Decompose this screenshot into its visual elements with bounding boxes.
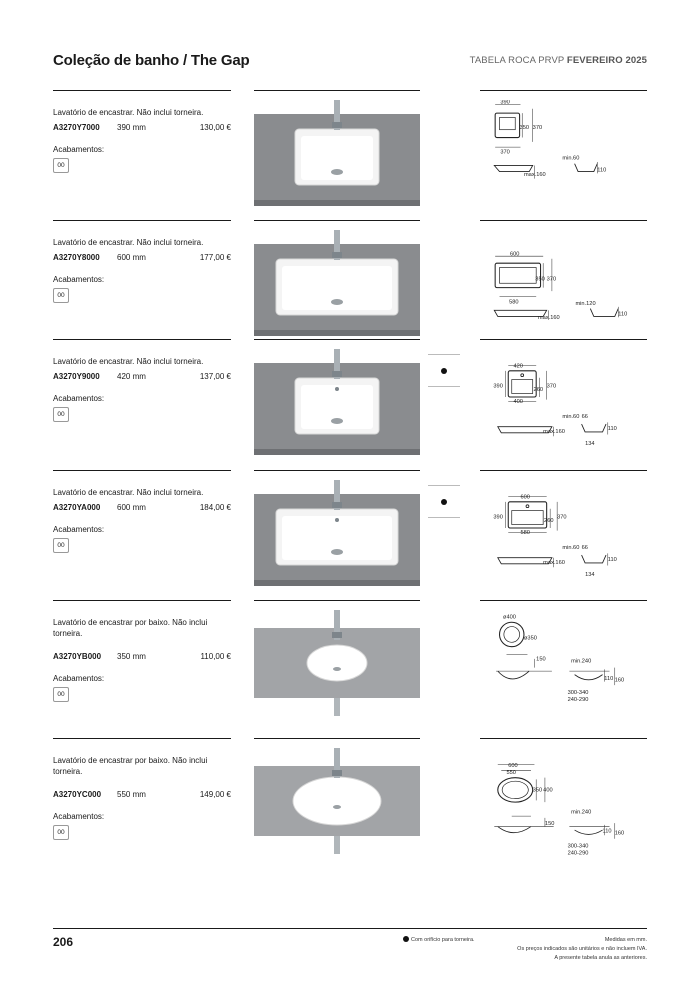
footer-notes — [517, 936, 647, 963]
finish-swatch[interactable]: 00 — [53, 825, 69, 840]
product-code-line — [53, 503, 231, 512]
product-price: 137,00 € — [199, 372, 231, 381]
svg-text:110: 110 — [607, 426, 617, 433]
technical-drawing — [480, 230, 650, 340]
price-table-header — [470, 55, 647, 66]
svg-text:300-340: 300-340 — [567, 843, 589, 850]
row-divider — [480, 470, 647, 471]
legend — [403, 936, 475, 943]
legend-text: Com orifício para torneira. — [411, 937, 475, 943]
product-description: Lavatório de encastrar. Não inclui torneira. — [53, 108, 204, 117]
svg-text:390: 390 — [500, 100, 510, 106]
finish-swatch[interactable]: 00 — [53, 407, 69, 422]
svg-text:66: 66 — [581, 544, 588, 551]
svg-text:390: 390 — [493, 514, 503, 521]
header-date: FEVEREIRO 2025 — [566, 55, 647, 66]
row-divider — [254, 90, 420, 91]
finish-swatch[interactable]: 00 — [53, 687, 69, 702]
product-price: 149,00 € — [199, 790, 231, 799]
svg-text:370: 370 — [500, 149, 510, 156]
svg-text:ø400: ø400 — [503, 614, 516, 621]
technical-drawing — [480, 100, 650, 210]
svg-text:260: 260 — [544, 517, 554, 524]
product-size: 550 mm — [117, 790, 146, 799]
product-description: Lavatório de encastrar. Não inclui torneira. — [53, 357, 204, 366]
product-photo — [254, 345, 420, 455]
svg-text:110: 110 — [602, 828, 612, 835]
finish-swatch[interactable]: 00 — [53, 288, 69, 303]
tap-hole-dot-icon — [441, 368, 447, 374]
svg-text:max.160: max.160 — [543, 428, 565, 435]
svg-text:min.120: min.120 — [575, 301, 596, 308]
row-divider — [254, 339, 420, 340]
page-title: Coleção de banho / The Gap — [53, 52, 250, 69]
row-divider — [254, 220, 420, 221]
product-code-line — [53, 253, 231, 262]
svg-text:600: 600 — [520, 494, 530, 501]
tap-hole-dot-icon — [403, 936, 409, 942]
finishes-label: Acabamentos: — [53, 394, 105, 403]
product-description: Lavatório de encastrar. Não inclui torneira. — [53, 238, 204, 247]
svg-text:550: 550 — [506, 770, 516, 777]
footer-divider — [53, 928, 647, 929]
product-code-line — [53, 790, 231, 799]
tap-hole-line — [428, 485, 460, 486]
product-code-line — [53, 652, 231, 661]
row-divider — [254, 738, 420, 739]
product-size: 600 mm — [117, 503, 146, 512]
svg-text:110: 110 — [618, 311, 628, 318]
product-photo — [254, 226, 420, 336]
row-divider — [480, 600, 647, 601]
svg-text:max.160: max.160 — [523, 171, 546, 178]
svg-text:66: 66 — [581, 413, 588, 420]
product-description: Lavatório de encastrar. Não inclui torneira. — [53, 488, 204, 497]
finishes-label: Acabamentos: — [53, 145, 105, 154]
svg-text:160: 160 — [614, 677, 625, 684]
svg-text:400: 400 — [543, 787, 553, 794]
note-table: A presente tabela anula as anteriores. — [554, 955, 647, 961]
product-price: 130,00 € — [199, 123, 231, 132]
product-size: 420 mm — [117, 372, 146, 381]
row-divider — [53, 738, 231, 739]
row-divider — [53, 339, 231, 340]
tap-hole-line — [428, 386, 460, 387]
svg-text:min.240: min.240 — [571, 658, 592, 665]
svg-text:390: 390 — [493, 383, 503, 390]
svg-text:150: 150 — [544, 820, 555, 827]
finishes-label: Acabamentos: — [53, 674, 105, 683]
product-photo — [254, 606, 420, 716]
product-size: 390 mm — [117, 123, 146, 132]
svg-text:min.60: min.60 — [562, 413, 580, 420]
svg-text:110: 110 — [597, 167, 607, 174]
svg-text:150: 150 — [536, 656, 546, 663]
svg-text:min.60: min.60 — [562, 544, 580, 551]
product-photo — [254, 744, 420, 854]
product-code: A3270YC000 — [53, 790, 102, 799]
technical-drawing — [480, 610, 650, 720]
svg-text:110: 110 — [607, 557, 617, 564]
technical-drawing — [480, 748, 650, 858]
row-divider — [53, 470, 231, 471]
finishes-label: Acabamentos: — [53, 525, 105, 534]
product-description: Lavatório de encastrar por baixo. Não inclui torneira. — [53, 756, 208, 776]
svg-text:580: 580 — [520, 530, 530, 537]
technical-drawing — [480, 480, 650, 590]
svg-text:160: 160 — [614, 830, 625, 837]
page-number: 206 — [53, 935, 74, 949]
svg-text:max.160: max.160 — [543, 559, 565, 566]
row-divider — [480, 738, 647, 739]
product-description: Lavatório de encastrar por baixo. Não inclui torneira. — [53, 618, 208, 638]
product-code-line — [53, 123, 231, 132]
svg-text:350: 350 — [535, 276, 545, 283]
row-divider — [254, 470, 420, 471]
svg-text:max.160: max.160 — [537, 315, 560, 322]
svg-text:240-290: 240-290 — [567, 850, 589, 857]
tap-hole-line — [428, 517, 460, 518]
svg-text:370: 370 — [546, 276, 557, 283]
row-divider — [480, 220, 647, 221]
product-code: A3270Y8000 — [53, 253, 100, 262]
header-prefix: TABELA ROCA PRVP — [469, 55, 565, 66]
svg-text:134: 134 — [585, 441, 595, 448]
row-divider — [480, 90, 647, 91]
svg-text:240-290: 240-290 — [567, 696, 589, 703]
row-divider — [53, 220, 231, 221]
svg-text:350: 350 — [519, 124, 530, 131]
product-photo — [254, 476, 420, 586]
svg-text:110: 110 — [604, 675, 614, 682]
row-divider — [53, 90, 231, 91]
tap-hole-dot-icon — [441, 499, 447, 505]
svg-text:400: 400 — [513, 399, 523, 406]
svg-text:600: 600 — [508, 763, 518, 770]
svg-text:580: 580 — [509, 299, 519, 306]
svg-text:370: 370 — [557, 514, 567, 521]
row-divider — [254, 600, 420, 601]
tap-hole-line — [428, 354, 460, 355]
finishes-label: Acabamentos: — [53, 275, 105, 284]
svg-text:420: 420 — [513, 363, 523, 370]
svg-text:260: 260 — [533, 386, 544, 393]
finish-swatch[interactable]: 00 — [53, 538, 69, 553]
product-price: 184,00 € — [199, 503, 231, 512]
product-size: 350 mm — [117, 652, 146, 661]
svg-text:370: 370 — [532, 124, 543, 131]
product-price: 177,00 € — [199, 253, 231, 262]
product-code: A3270YB000 — [53, 652, 102, 661]
svg-text:min.240: min.240 — [571, 809, 592, 816]
svg-text:134: 134 — [585, 572, 595, 579]
product-code: A3270Y7000 — [53, 123, 100, 132]
svg-text:350: 350 — [532, 787, 543, 794]
product-code: A3270YA000 — [53, 503, 101, 512]
note-measures: Medidas em mm. — [604, 937, 647, 943]
svg-text:min.60: min.60 — [562, 155, 580, 162]
finish-swatch[interactable]: 00 — [53, 158, 69, 173]
product-code: A3270Y9000 — [53, 372, 100, 381]
svg-text:600: 600 — [510, 251, 520, 258]
row-divider — [53, 600, 231, 601]
product-size: 600 mm — [117, 253, 146, 262]
product-price: 110,00 € — [200, 652, 231, 661]
technical-drawing — [480, 349, 650, 459]
svg-text:300-340: 300-340 — [567, 689, 589, 696]
svg-text:370: 370 — [546, 383, 557, 390]
row-divider — [480, 339, 647, 340]
product-code-line — [53, 372, 231, 381]
finishes-label: Acabamentos: — [53, 812, 105, 821]
note-prices: Os preços indicados são unitários e não incluem IVA. — [517, 946, 647, 952]
product-photo — [254, 96, 420, 206]
svg-text:ø350: ø350 — [523, 635, 537, 642]
